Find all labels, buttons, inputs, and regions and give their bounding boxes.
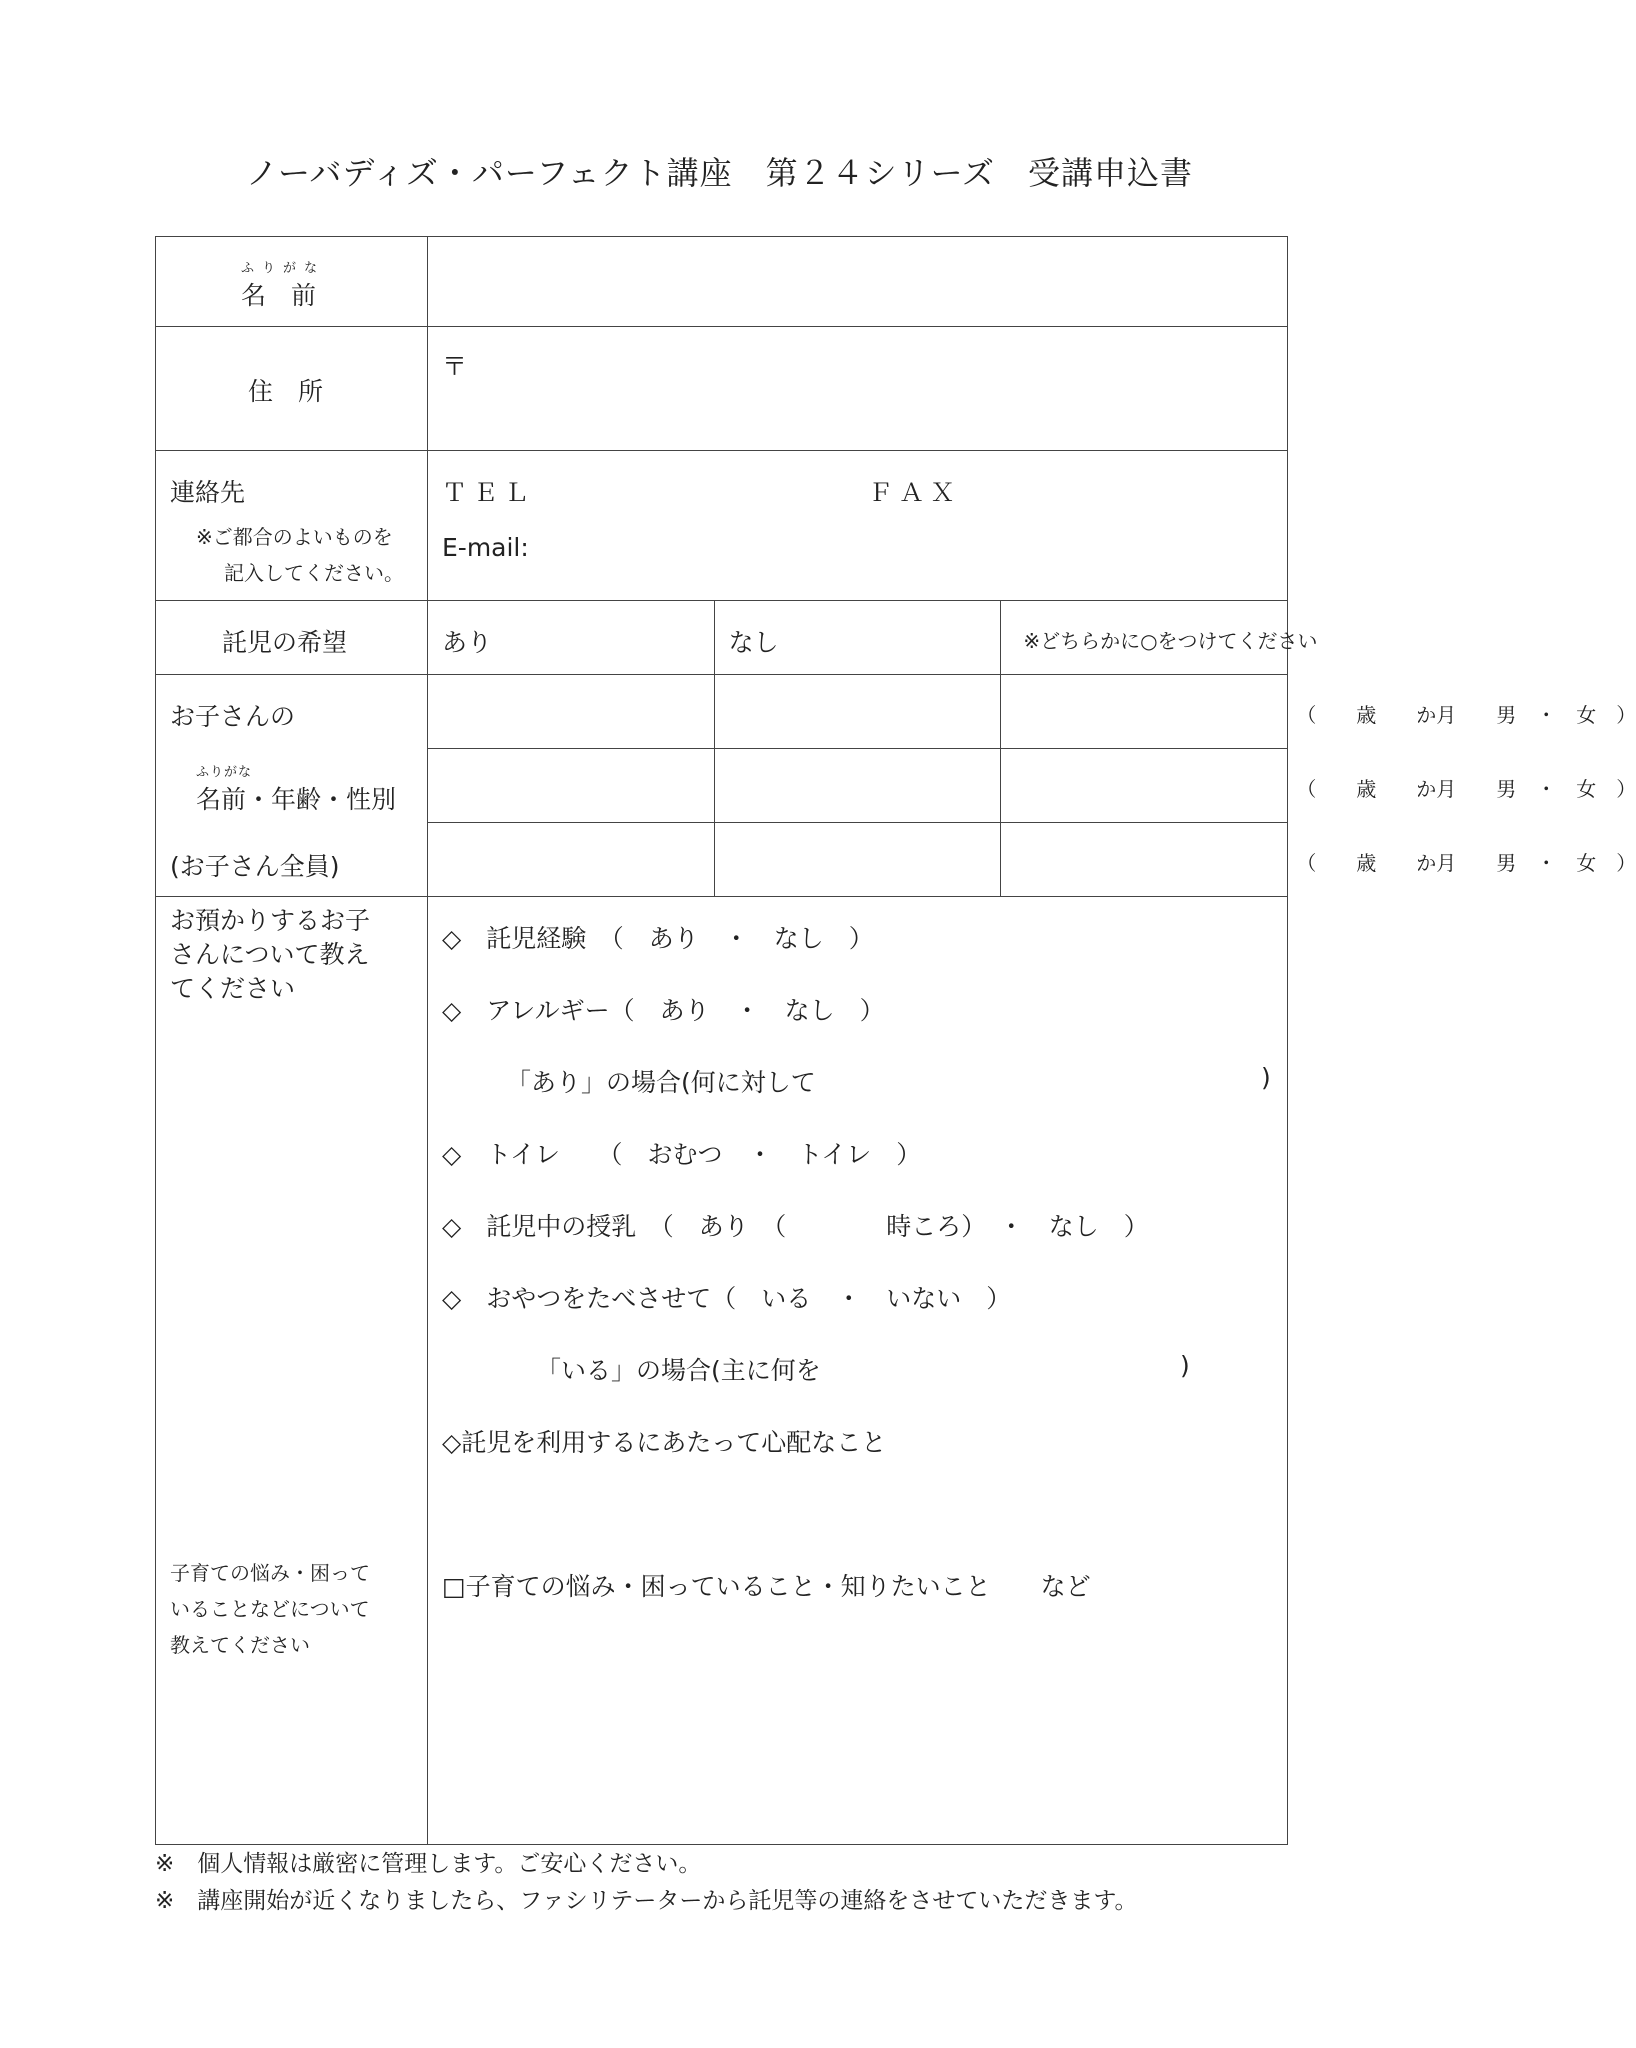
parenting-label-line1: 子育ての悩み・困って xyxy=(170,1561,370,1585)
about-child-label-line1: お預かりするお子 xyxy=(170,906,371,935)
snack-close-paren: ) xyxy=(1180,1351,1190,1380)
about-child-label-cell xyxy=(156,897,428,1845)
children-ruby: ふりがな xyxy=(196,765,253,780)
childcare-no: なし xyxy=(728,628,779,657)
contact-row xyxy=(156,451,1288,601)
child-row-1 xyxy=(156,675,1288,749)
parenting-label-line3: 教えてください xyxy=(170,1633,310,1657)
item-allergy-detail: 「あり」の場合(何に対して xyxy=(506,1068,816,1097)
child-1-col-b[interactable] xyxy=(714,675,1001,749)
name-label: 名 前 xyxy=(241,281,317,310)
item-concerns: ◇託児を利用するにあたって心配なこと xyxy=(442,1428,887,1457)
address-label-cell xyxy=(156,327,428,451)
footer-note-2: ※ 講座開始が近くなりましたら、ファシリテーターから託児等の連絡をさせていただきます。 xyxy=(155,1888,1138,1914)
childcare-no-cell[interactable] xyxy=(714,601,1001,675)
name-ruby: ふりがな xyxy=(241,261,326,276)
child-3-entry[interactable] xyxy=(1001,823,1636,897)
childcare-yes-cell[interactable] xyxy=(428,601,715,675)
postal-mark: 〒 xyxy=(442,352,468,381)
child-3-col-a[interactable] xyxy=(428,823,715,897)
contact-note-line1: ※ご都合のよいものを xyxy=(196,525,393,549)
childcare-label: 託児の希望 xyxy=(222,628,348,657)
children-label-line3: (お子さん全員) xyxy=(170,852,340,881)
item-allergy: ◇ アレルギー（ あり ・ なし ） xyxy=(442,996,885,1025)
children-label-line2: 名前・年齢・性別 xyxy=(196,785,397,814)
parenting-prompt: □子育ての悩み・困っていること・知りたいこと など xyxy=(442,1572,1091,1601)
application-form-table xyxy=(155,236,1636,1845)
parenting-label-line2: いることなどについて xyxy=(170,1597,370,1621)
address-field[interactable] xyxy=(428,327,1288,451)
children-label-line1: お子さんの xyxy=(170,702,296,731)
contact-note-line2: 記入してください。 xyxy=(224,561,404,585)
form-title: ノーバディズ・パーフェクト講座 第２４シリーズ 受講申込書 xyxy=(245,154,1194,192)
about-child-label-line2: さんについて教え xyxy=(170,940,370,969)
child-2-entry[interactable] xyxy=(1001,749,1636,823)
address-label: 住 所 xyxy=(248,377,324,406)
child-1-entry[interactable] xyxy=(1001,675,1636,749)
child-3-col-b[interactable] xyxy=(714,823,1001,897)
address-row xyxy=(156,327,1288,451)
about-child-row xyxy=(156,897,1288,1845)
name-label-cell xyxy=(156,237,428,327)
name-row xyxy=(156,237,1288,327)
child-1-age-sex: （ 歳 か月 男 ・ 女 ） xyxy=(1296,703,1636,727)
child-3-age-sex: （ 歳 か月 男 ・ 女 ） xyxy=(1296,851,1636,875)
item-childcare-experience: ◇ 託児経験 （ あり ・ なし ） xyxy=(442,924,874,953)
child-2-age-sex: （ 歳 か月 男 ・ 女 ） xyxy=(1296,777,1636,801)
about-child-label-line3: てください xyxy=(170,974,296,1003)
childcare-row xyxy=(156,601,1288,675)
contact-field[interactable] xyxy=(428,451,1288,601)
child-2-col-a[interactable] xyxy=(428,749,715,823)
children-label-cell xyxy=(156,675,428,897)
childcare-note: ※どちらかに○をつけてください xyxy=(1023,629,1318,653)
footer-note-1: ※ 個人情報は厳密に管理します。ご安心ください。 xyxy=(155,1851,702,1877)
item-snack: ◇ おやつをたべさせて（ いる ・ いない ） xyxy=(442,1284,1012,1313)
childcare-yes: あり xyxy=(442,628,493,657)
about-child-field[interactable] xyxy=(428,897,1288,1845)
childcare-note-cell xyxy=(1001,601,1318,675)
item-breastfeeding: ◇ 託児中の授乳 （ あり （ 時ころ） ・ なし ） xyxy=(442,1212,1149,1241)
contact-label: 連絡先 xyxy=(170,478,246,507)
tel-label: ＴＥＬ xyxy=(442,478,536,507)
child-1-col-a[interactable] xyxy=(428,675,715,749)
item-toilet: ◇ トイレ （ おむつ ・ トイレ ） xyxy=(442,1140,922,1169)
childcare-label-cell xyxy=(156,601,428,675)
contact-label-cell xyxy=(156,451,428,601)
child-2-col-b[interactable] xyxy=(714,749,1001,823)
allergy-close-paren: ) xyxy=(1261,1063,1271,1092)
fax-label: ＦＡＸ xyxy=(868,478,962,507)
item-snack-detail: 「いる」の場合(主に何を xyxy=(536,1356,821,1385)
name-field[interactable] xyxy=(428,237,1288,327)
email-label: E-mail: xyxy=(442,533,529,562)
